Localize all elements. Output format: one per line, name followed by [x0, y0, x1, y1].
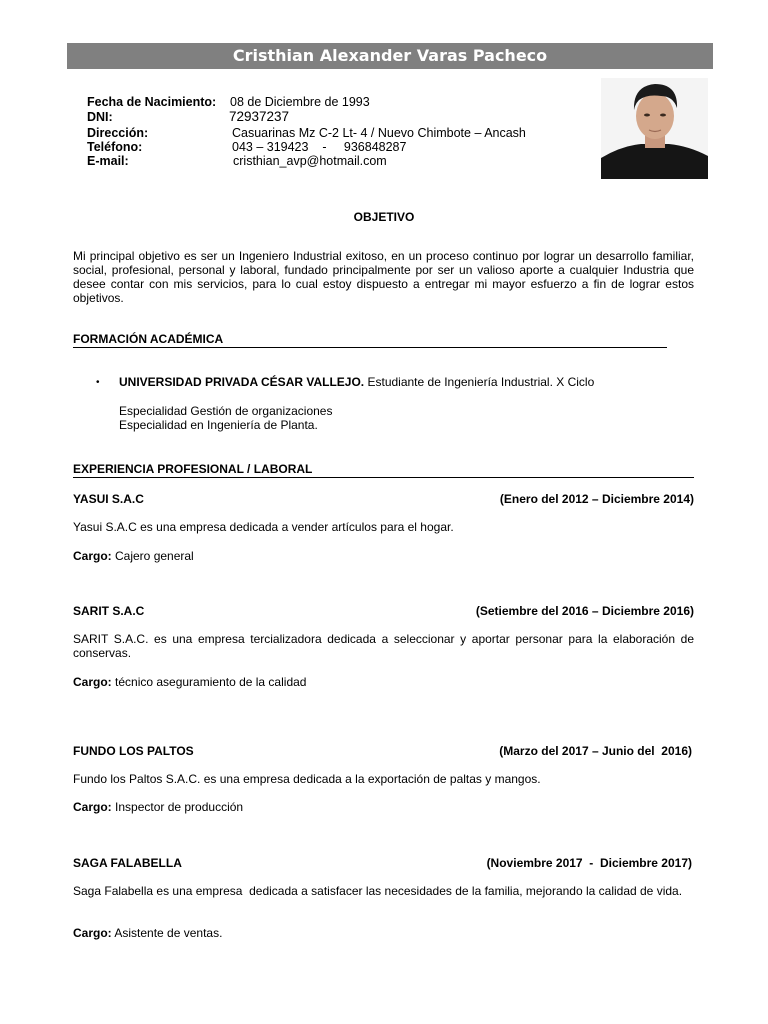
- university-detail: Estudiante de Ingeniería Industrial. X Ciclo: [364, 375, 595, 389]
- bullet-icon: •: [96, 377, 100, 388]
- specialty-1: Especialidad Gestión de organizaciones: [119, 404, 333, 418]
- job-cargo: [73, 675, 306, 689]
- job-description: SARIT S.A.C. es una empresa tercializadora dedicada a seleccionar y aportar personar para la elaboración de conservas.: [73, 632, 694, 660]
- university-line: [119, 375, 594, 389]
- job-dates: (Setiembre del 2016 – Diciembre 2016): [475, 604, 694, 618]
- cargo-value: Asistente de ventas.: [111, 926, 223, 940]
- phone-label: Teléfono:: [87, 140, 143, 154]
- address-value: Casuarinas Mz C-2 Lt- 4 / Nuevo Chimbote – Ancash: [232, 126, 526, 140]
- name-banner: Cristhian Alexander Varas Pacheco: [67, 43, 713, 69]
- job-company: SARIT S.A.C: [73, 604, 145, 618]
- cargo-value: Cajero general: [111, 549, 194, 563]
- job-company: FUNDO LOS PALTOS: [73, 744, 194, 758]
- birth-label: Fecha de Nacimiento:: [87, 95, 217, 109]
- job-cargo: [73, 926, 222, 940]
- objective-title: OBJETIVO: [353, 210, 415, 224]
- job-description: Saga Falabella es una empresa dedicada a satisfacer las necesidades de la familia, mejorando la calidad de vida.: [73, 884, 683, 898]
- education-title: FORMACIÓN ACADÉMICA: [73, 332, 667, 348]
- cargo-label: Cargo:: [73, 675, 112, 689]
- email-value: cristhian_avp@hotmail.com: [233, 154, 387, 168]
- phone-value: 043 – 319423 - 936848287: [232, 140, 407, 154]
- job-company: YASUI S.A.C: [73, 492, 144, 506]
- job-dates: (Enero del 2012 – Diciembre 2014): [499, 492, 694, 506]
- job-dates: (Noviembre 2017 - Diciembre 2017): [486, 856, 692, 870]
- birth-value: 08 de Diciembre de 1993: [230, 95, 370, 109]
- experience-title: EXPERIENCIA PROFESIONAL / LABORAL: [73, 462, 694, 478]
- email-label: E-mail:: [87, 154, 129, 168]
- job-description: Yasui S.A.C es una empresa dedicada a vender artículos para el hogar.: [73, 520, 454, 534]
- cargo-label: Cargo:: [73, 549, 112, 563]
- university-name: UNIVERSIDAD PRIVADA CÉSAR VALLEJO.: [119, 375, 365, 389]
- objective-text: Mi principal objetivo es ser un Ingeniero Industrial exitoso, en un proceso continuo por lograr un desarrollo familiar, social, profesional, personal y laboral, fundado principalmente por ser un valioso aporte a cualquier Industria que desee contar con mis servicios, para lo cual estoy dispuesto a entregar mi mayor esfuerzo a fin de lograr estos objetivos.: [73, 249, 694, 305]
- address-label: Dirección:: [87, 126, 149, 140]
- cargo-value: Inspector de producción: [111, 800, 244, 814]
- specialty-2: Especialidad en Ingeniería de Planta.: [119, 418, 318, 432]
- job-company: SAGA FALABELLA: [73, 856, 182, 870]
- profile-photo: [601, 78, 708, 179]
- job-description: Fundo los Paltos S.A.C. es una empresa dedicada a la exportación de paltas y mangos.: [73, 772, 541, 786]
- cargo-label: Cargo:: [73, 926, 112, 940]
- dni-label: DNI:: [87, 110, 113, 124]
- job-cargo: [73, 800, 243, 814]
- cargo-label: Cargo:: [73, 800, 112, 814]
- dni-value: 72937237: [229, 109, 290, 124]
- job-dates: (Marzo del 2017 – Junio del 2016): [499, 744, 692, 758]
- job-cargo: [73, 549, 194, 563]
- cargo-value: técnico aseguramiento de la calidad: [111, 675, 307, 689]
- portrait-image: [601, 78, 708, 179]
